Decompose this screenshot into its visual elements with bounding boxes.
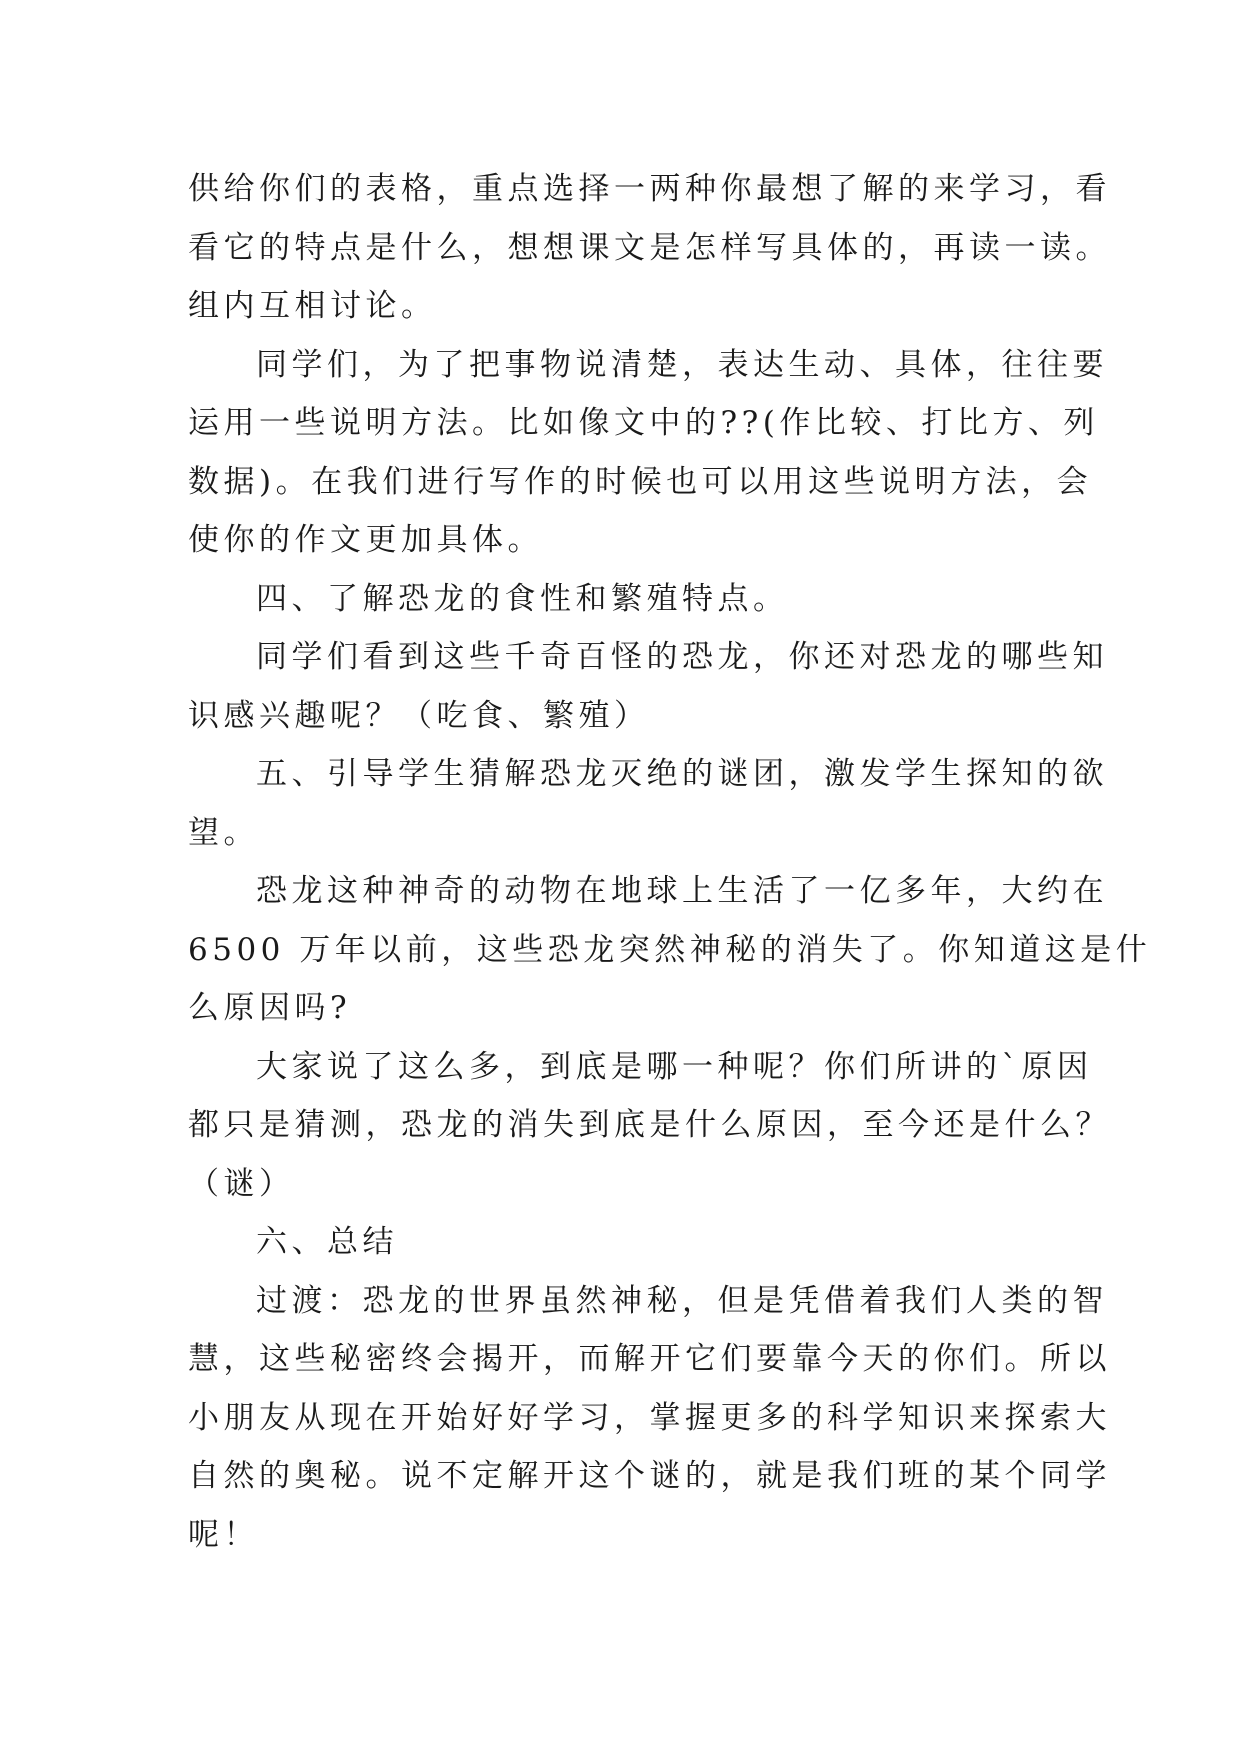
section-heading: 四、了解恐龙的食性和繁殖特点。 [256, 580, 789, 617]
text-line: 恐龙这种神奇的动物在地球上生活了一亿多年，大约在 [256, 873, 1108, 909]
text-line: 小朋友从现在开始好好学习，掌握更多的科学知识来探索大 [188, 1399, 1111, 1436]
text-line: 大家说了这么多，到底是哪一种呢？你们所讲的`原因 [256, 1048, 1093, 1085]
text-line: 看它的特点是什么，想想课文是怎样写具体的，再读一读。 [188, 229, 1111, 266]
text-line: 望。 [188, 814, 259, 851]
text-line: 数据)。在我们进行写作的时候也可以用这些说明方法，会 [188, 463, 1093, 500]
document-body [188, 160, 1152, 1564]
text-line: 使你的作文更加具体。 [188, 522, 543, 558]
text-line: 组内互相讨论。 [188, 288, 437, 324]
text-line: 6500 万年以前，这些恐龙突然神秘的消失了。你知道这是什 [188, 931, 1152, 968]
text-line: 呢！ [188, 1516, 259, 1553]
text-line: 过渡：恐龙的世界虽然神秘，但是凭借着我们人类的智 [256, 1282, 1108, 1319]
text-line: （谜） [188, 1165, 295, 1202]
text-line: 供给你们的表格，重点选择一两种你最想了解的来学习，看 [188, 171, 1111, 207]
text-line: 识感兴趣呢？（吃食、繁殖） [188, 697, 650, 734]
text-line: 运用一些说明方法。比如像文中的??(作比较、打比方、列 [188, 405, 1099, 441]
text-line: 慧，这些秘密终会揭开，而解开它们要靠今天的你们。所以 [188, 1341, 1111, 1377]
text-line: 同学们，为了把事物说清楚，表达生动、具体，往往要 [256, 346, 1108, 383]
section-heading: 六、总结 [256, 1224, 398, 1260]
text-line: 同学们看到这些千奇百怪的恐龙，你还对恐龙的哪些知 [256, 639, 1108, 675]
text-line: 都只是猜测，恐龙的消失到底是什么原因，至今还是什么？ [188, 1107, 1111, 1143]
text-line: 么原因吗? [188, 990, 352, 1026]
text-line: 自然的奥秘。说不定解开这个谜的，就是我们班的某个同学 [188, 1458, 1111, 1494]
section-heading: 五、引导学生猜解恐龙灭绝的谜团，激发学生探知的欲 [256, 756, 1108, 792]
